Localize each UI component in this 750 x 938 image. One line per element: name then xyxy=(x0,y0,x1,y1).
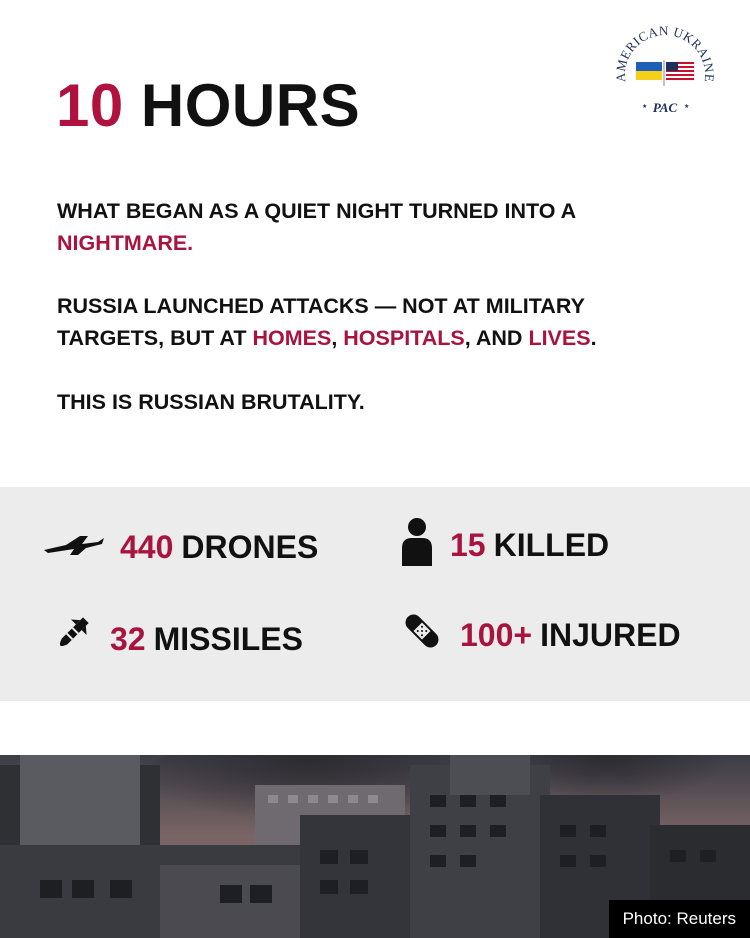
stat-killed-number: 15 xyxy=(450,526,486,563)
american-ukraine-pac-logo xyxy=(612,22,718,128)
logo-arc-text: AMERICAN UKRAINE xyxy=(612,22,718,83)
stat-killed xyxy=(398,515,609,575)
bandage-icon xyxy=(398,607,446,663)
page-title xyxy=(56,70,360,142)
stat-missiles-label: MISSILES xyxy=(153,620,303,657)
highlight-nightmare: NIGHTMARE. xyxy=(57,231,194,255)
stats-panel xyxy=(0,487,750,701)
city-smoke-photo xyxy=(0,755,750,938)
paragraph-brutality: THIS IS RUSSIAN BRUTALITY. xyxy=(57,390,365,414)
person-icon xyxy=(398,516,436,574)
paragraph-intro: WHAT BEGAN AS A QUIET NIGHT TURNED INTO A NIGHTMARE. xyxy=(57,199,576,255)
drone-icon xyxy=(42,528,106,566)
title-number: 10 xyxy=(56,72,124,139)
stat-drones xyxy=(42,517,318,577)
highlight-homes: HOMES xyxy=(252,326,332,350)
paragraph-attacks: RUSSIA LAUNCHED ATTACKS — NOT AT MILITARY TARGETS, BUT AT HOMES, HOSPITALS, AND LIVES. xyxy=(57,294,597,350)
stat-missiles-number: 32 xyxy=(110,620,146,657)
svg-text:★: ★ xyxy=(642,104,648,110)
title-word: HOURS xyxy=(140,72,361,139)
stat-injured xyxy=(398,605,681,665)
stat-missiles xyxy=(46,609,303,669)
svg-text:AMERICAN UKRAINE xyxy=(613,23,717,83)
highlight-lives: LIVES xyxy=(528,326,591,350)
stat-injured-number: 100+ xyxy=(460,616,533,653)
svg-text:★: ★ xyxy=(684,104,690,110)
logo-sub-text: PAC xyxy=(652,100,678,115)
stat-injured-label: INJURED xyxy=(540,616,681,653)
missile-icon xyxy=(46,610,96,668)
stat-drones-label: DRONES xyxy=(181,528,319,565)
highlight-hospitals: HOSPITALS xyxy=(343,326,465,350)
stat-drones-number: 440 xyxy=(120,528,174,565)
photo-credit: Photo: Reuters xyxy=(609,900,750,938)
stat-killed-label: KILLED xyxy=(493,526,610,563)
